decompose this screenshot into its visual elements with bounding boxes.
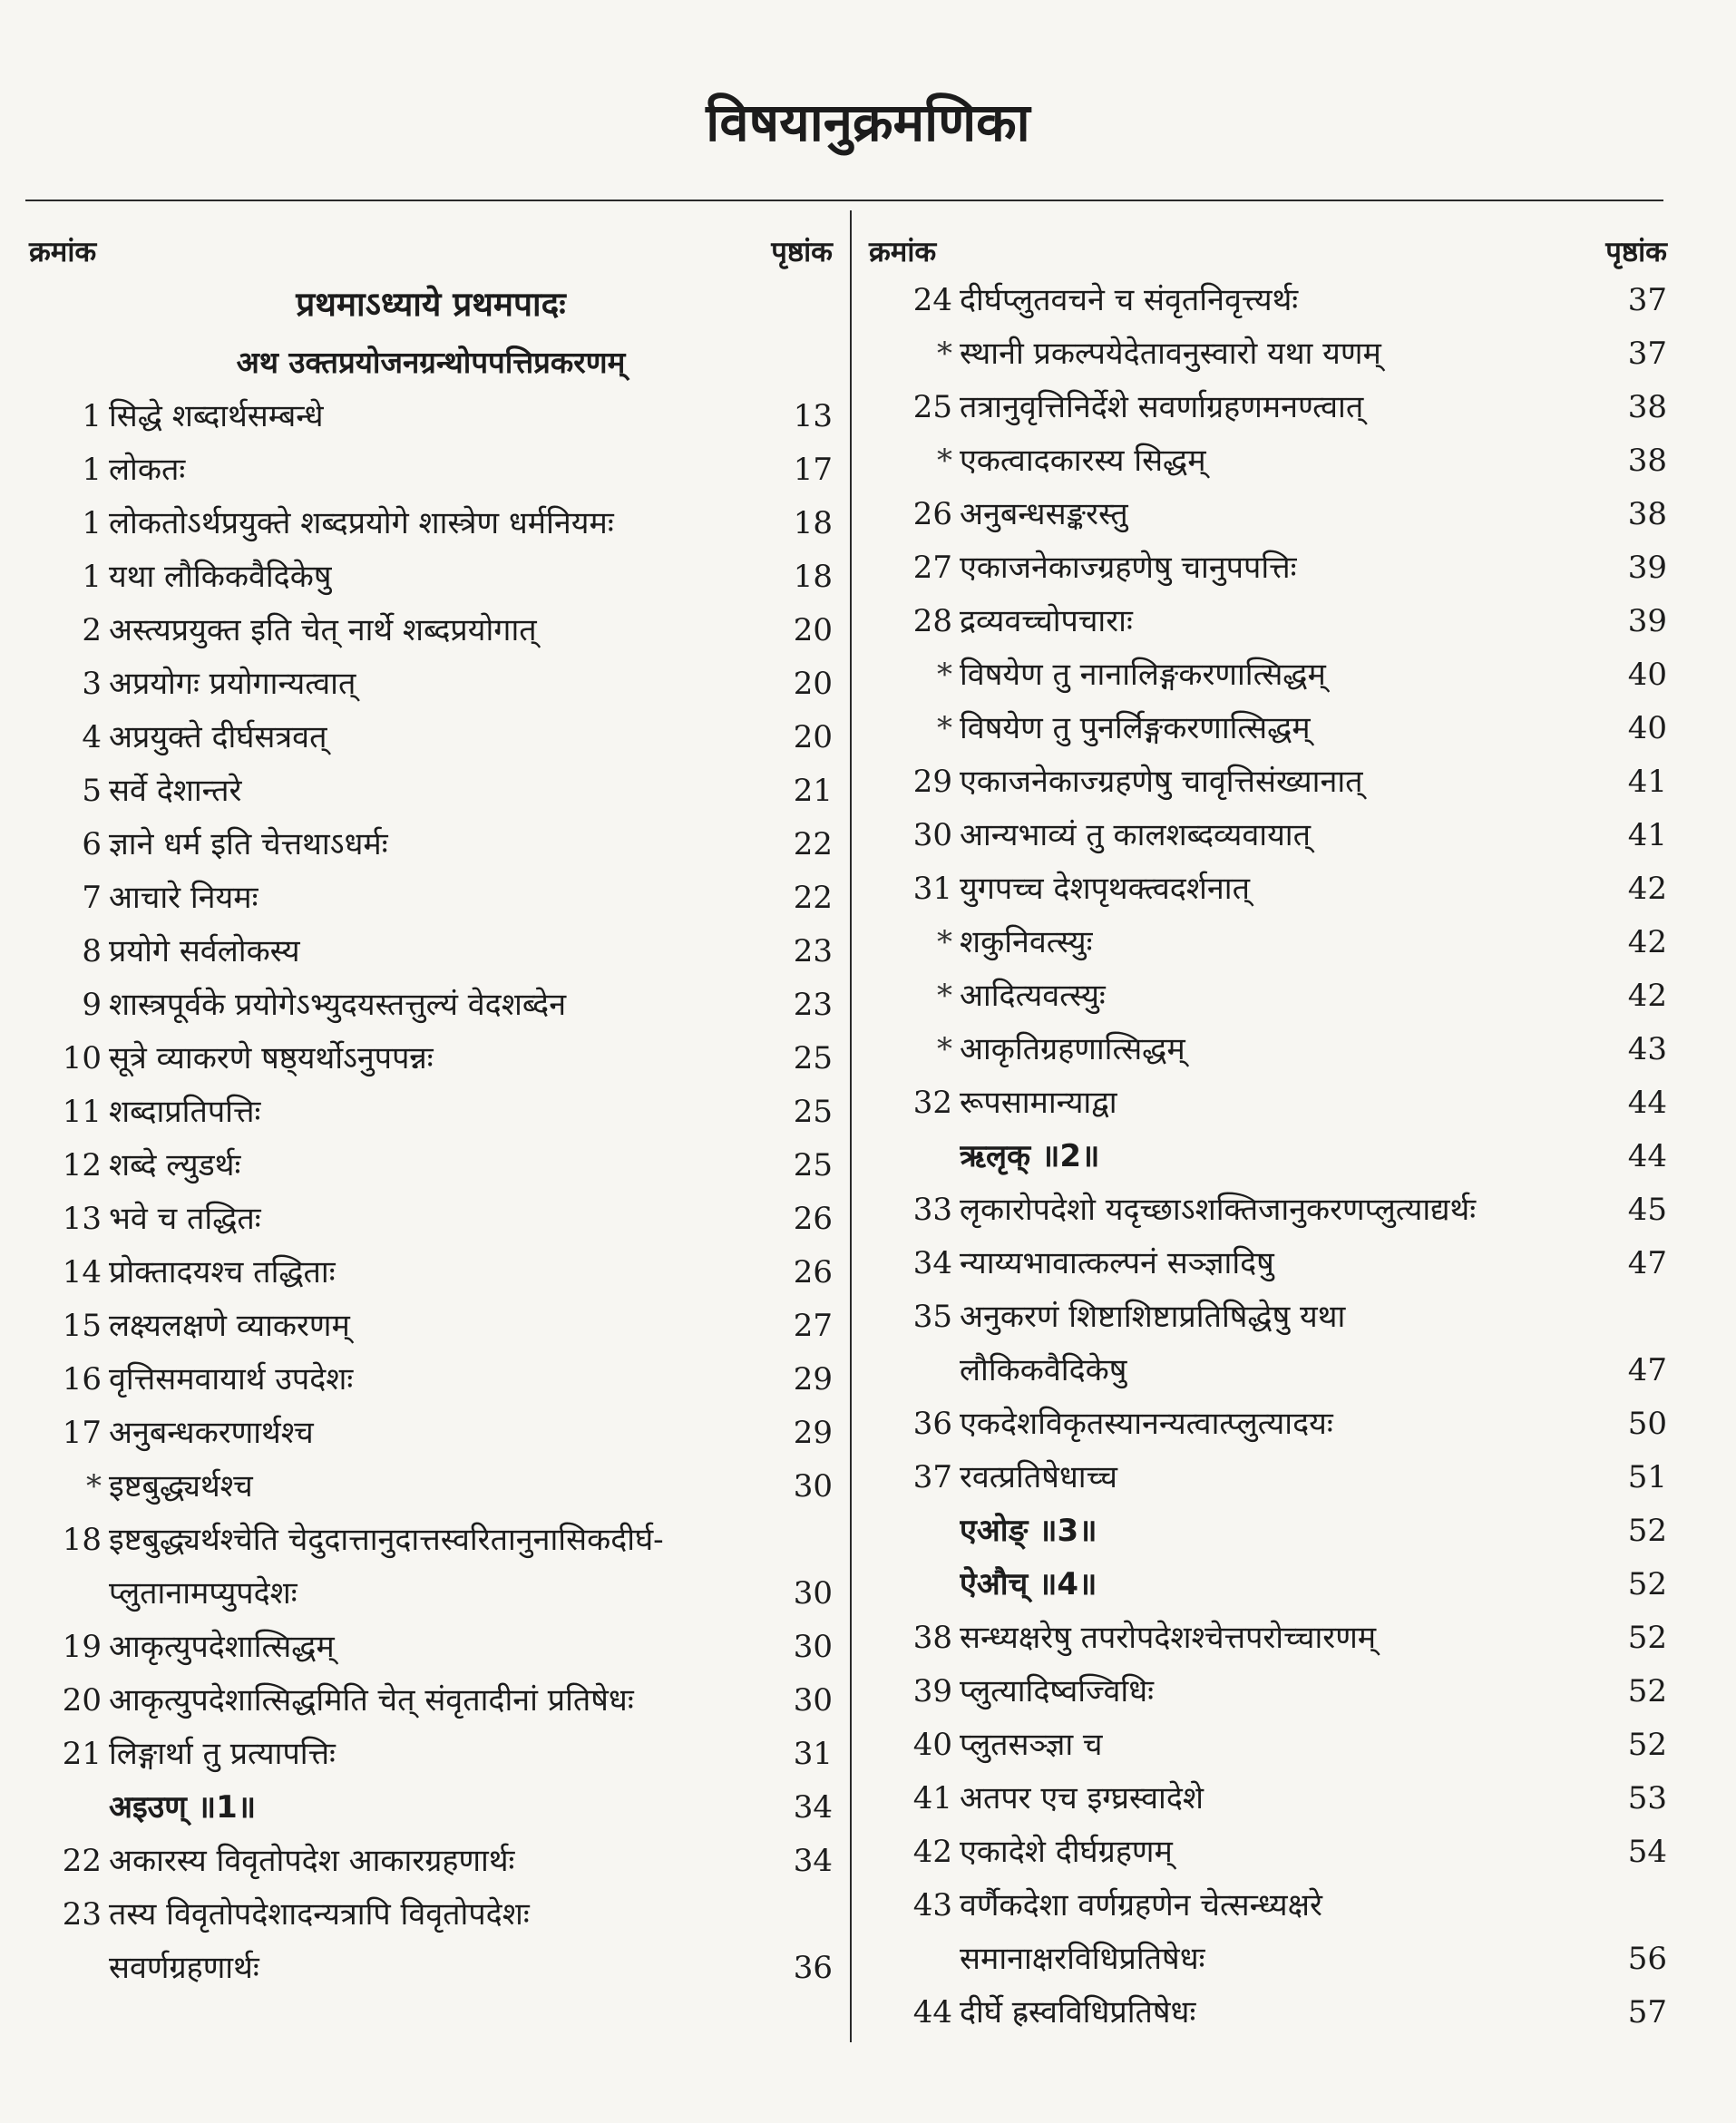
entry-page: 21 <box>793 773 833 809</box>
entry-page: 39 <box>1627 603 1667 639</box>
entry-text: इष्टबुद्ध्यर्थश्चेति चेदुदात्तानुदात्तस्वरितानुनासिकदीर्घ- <box>109 1522 664 1558</box>
entry-page: 47 <box>1627 1245 1667 1281</box>
toc-entry <box>869 1451 1667 1505</box>
entry-text: स्थानी प्रकल्पयेदेतावनुस्वारो यथा यणम् <box>960 336 1381 372</box>
entry-page: 40 <box>1627 657 1667 693</box>
entry-text: शकुनिवत्स्युः <box>960 924 1093 960</box>
entry-text: विषयेण तु पुनर्लिङ्गकरणात्सिद्धम् <box>960 710 1311 746</box>
entry-text: प्रयोगे सर्वलोकस्य <box>109 933 300 969</box>
toc-entry <box>869 1933 1667 1986</box>
entry-page: 23 <box>793 933 833 969</box>
entry-page: 51 <box>1627 1459 1667 1495</box>
entry-page: 26 <box>793 1254 833 1290</box>
toc-entry <box>869 809 1667 862</box>
entry-number: 29 <box>912 764 952 800</box>
entry-page: 40 <box>1627 710 1667 746</box>
entry-text: लोकतोऽर्थप्रयुक्ते शब्दप्रयोगे शास्त्रेण धर्मनियमः <box>109 505 614 541</box>
entry-text: शब्दे ल्युडर्थः <box>109 1147 241 1183</box>
entry-text: प्रोक्तादयश्च तद्धिताः <box>109 1254 336 1290</box>
entry-number: 1 <box>82 505 102 541</box>
toc-entry <box>29 497 833 550</box>
entry-page: 42 <box>1627 871 1667 907</box>
entry-number: * <box>937 978 952 1014</box>
entry-number: 19 <box>62 1629 102 1665</box>
entry-page: 20 <box>793 612 833 648</box>
entry-text: आन्यभाव्यं तु कालशब्दव्यवायात् <box>960 817 1311 853</box>
sutra-title: अइउण् ॥1॥ <box>109 1789 257 1826</box>
entry-page: 44 <box>1627 1138 1667 1174</box>
entry-text: वृत्तिसमवायार्थ उपदेशः <box>109 1361 354 1397</box>
toc-entry <box>869 1612 1667 1665</box>
entry-text: इष्टबुद्ध्यर्थश्च <box>109 1468 253 1505</box>
entry-number: 23 <box>62 1896 102 1933</box>
entry-text: लृकारोपदेशो यदृच्छाऽशक्तिजानुकरणप्लुत्याद्यर्थः <box>960 1192 1477 1228</box>
entry-text: यथा लौकिकवैदिकेषु <box>109 559 332 595</box>
entry-number: * <box>937 1031 952 1067</box>
toc-entry <box>29 872 833 925</box>
toc-entry <box>29 1942 833 1995</box>
toc-entry <box>869 1665 1667 1719</box>
toc-entry <box>869 381 1667 434</box>
entry-page: 52 <box>1627 1513 1667 1549</box>
column-divider <box>850 210 852 2042</box>
entry-text: लौकिकवैदिकेषु <box>960 1352 1127 1388</box>
toc-entry <box>29 443 833 497</box>
entry-page: 18 <box>793 559 833 595</box>
entry-text: अप्रयोगः प्रयोगान्यत्वात् <box>109 666 356 702</box>
entry-number: 41 <box>912 1780 952 1816</box>
entry-number: 3 <box>82 666 102 702</box>
entry-text: आचारे नियमः <box>109 880 258 916</box>
entry-number: 21 <box>62 1736 102 1772</box>
toc-entry <box>29 604 833 657</box>
toc-entry <box>29 1781 833 1835</box>
entry-text: रूपसामान्याद्वा <box>960 1085 1117 1121</box>
toc-entry <box>869 1130 1667 1183</box>
entry-text: तत्रानुवृत्तिनिर्देशे सवर्णाग्रहणमनण्त्वात् <box>960 389 1364 425</box>
entry-number: 1 <box>82 398 102 434</box>
entry-page: 52 <box>1627 1673 1667 1709</box>
toc-entry <box>869 1505 1667 1558</box>
entry-number: 26 <box>912 496 952 532</box>
entry-number: 31 <box>912 871 952 907</box>
entry-page: 13 <box>793 398 833 434</box>
entry-text: अनुबन्धकरणार्थश्च <box>109 1415 314 1451</box>
entry-number: 32 <box>912 1085 952 1121</box>
entry-page: 56 <box>1627 1941 1667 1977</box>
entry-page: 29 <box>793 1415 833 1451</box>
entry-number: 25 <box>912 389 952 425</box>
toc-entry <box>29 1460 833 1514</box>
entry-number: 33 <box>912 1192 952 1228</box>
entry-text: ज्ञाने धर्म इति चेत्तथाऽधर्मः <box>109 826 388 862</box>
toc-entry <box>29 1300 833 1353</box>
entry-page: 20 <box>793 719 833 755</box>
entry-page: 43 <box>1627 1031 1667 1067</box>
entry-number: 13 <box>62 1201 102 1237</box>
entry-text: समानाक्षरविधिप्रतिषेधः <box>960 1941 1205 1977</box>
toc-entry <box>869 1986 1667 2040</box>
entry-page: 52 <box>1627 1620 1667 1656</box>
entry-page: 20 <box>793 666 833 702</box>
toc-entry <box>29 1139 833 1193</box>
entry-text: एकाजनेकाज्ग्रहणेषु चावृत्तिसंख्यानात् <box>960 764 1363 800</box>
entry-number: 15 <box>62 1308 102 1344</box>
toc-entry <box>29 550 833 604</box>
entry-text: अनुबन्धसङ्करस्तु <box>960 496 1128 532</box>
entry-number: 11 <box>62 1094 102 1130</box>
entry-text: एकदेशविकृतस्यानन्यत्वात्प्लुत्यादयः <box>960 1406 1333 1442</box>
entry-number: 39 <box>912 1673 952 1709</box>
entry-number: 42 <box>912 1834 952 1870</box>
entry-page: 53 <box>1627 1780 1667 1816</box>
entry-text: द्रव्यवच्चोपचाराः <box>960 603 1133 639</box>
toc-entry <box>29 1674 833 1728</box>
entry-text: दीर्घप्लुतवचने च संवृतनिवृत्त्यर्थः <box>960 282 1299 318</box>
toc-entry <box>869 969 1667 1023</box>
entry-number: 17 <box>62 1415 102 1451</box>
entry-number: 36 <box>912 1406 952 1442</box>
entry-page: 30 <box>793 1575 833 1612</box>
entry-number: 27 <box>912 550 952 586</box>
entry-page: 27 <box>793 1308 833 1344</box>
toc-entry <box>869 1183 1667 1237</box>
entry-text: सर्वे देशान्तरे <box>109 773 242 809</box>
entry-number: 5 <box>82 773 102 809</box>
title-rule <box>25 200 1663 201</box>
entry-number: 12 <box>62 1147 102 1183</box>
entry-text: युगपच्च देशपृथक्त्वदर्शनात् <box>960 871 1250 907</box>
entry-number: 30 <box>912 817 952 853</box>
entry-text: प्लुतानामप्युपदेशः <box>109 1575 297 1612</box>
entry-number: 22 <box>62 1843 102 1879</box>
entry-text: आकृतिग्रहणात्सिद्धम् <box>960 1031 1185 1067</box>
right-column <box>869 229 1667 2040</box>
entry-text: भवे च तद्धितः <box>109 1201 261 1237</box>
toc-entry <box>29 1888 833 1942</box>
entry-text: लोकतः <box>109 452 186 488</box>
toc-entry <box>869 1023 1667 1076</box>
entry-number: 37 <box>912 1459 952 1495</box>
toc-entry <box>869 488 1667 541</box>
entry-number: 20 <box>62 1682 102 1719</box>
entry-number: 10 <box>62 1040 102 1076</box>
entry-number: 18 <box>62 1522 102 1558</box>
entry-page: 37 <box>1627 336 1667 372</box>
toc-entry <box>869 702 1667 755</box>
entry-number: 28 <box>912 603 952 639</box>
toc-entry <box>29 1567 833 1621</box>
section-heading: अथ उक्तप्रयोजनग्रन्थोपपत्तिप्रकरणम् <box>236 345 626 380</box>
sutra-title: ऐऔच् ॥4॥ <box>960 1566 1097 1602</box>
toc-entry <box>869 755 1667 809</box>
entry-page: 52 <box>1627 1566 1667 1602</box>
toc-entry <box>29 1032 833 1086</box>
entry-number: 35 <box>912 1299 952 1335</box>
entry-page: 30 <box>793 1468 833 1505</box>
entry-page: 38 <box>1627 496 1667 532</box>
entry-page: 25 <box>793 1040 833 1076</box>
entry-number: 8 <box>82 933 102 969</box>
entry-text: दीर्घे ह्रस्वविधिप्रतिषेधः <box>960 1994 1196 2030</box>
entry-page: 18 <box>793 505 833 541</box>
right-entry-list <box>869 274 1667 2040</box>
entry-page: 38 <box>1627 389 1667 425</box>
page-number-label: पृष्ठांक <box>771 236 833 268</box>
entry-page: 30 <box>793 1629 833 1665</box>
left-column <box>29 229 833 1995</box>
entry-number: 1 <box>82 452 102 488</box>
entry-page: 25 <box>793 1094 833 1130</box>
toc-entry <box>869 862 1667 916</box>
entry-number: * <box>937 657 952 693</box>
entry-number: 6 <box>82 826 102 862</box>
entry-text: सिद्धे शब्दार्थसम्बन्धे <box>109 398 324 434</box>
entry-text: शब्दाप्रतिपत्तिः <box>109 1094 261 1130</box>
entry-text: अनुकरणं शिष्टाशिष्टाप्रतिषिद्धेषु यथा <box>960 1299 1346 1335</box>
toc-entry <box>29 764 833 818</box>
entry-number: 1 <box>82 559 102 595</box>
entry-text: तस्य विवृतोपदेशादन्यत्रापि विवृतोपदेशः <box>109 1896 530 1933</box>
entry-text: रवत्प्रतिषेधाच्च <box>960 1459 1117 1495</box>
toc-entry <box>29 979 833 1032</box>
toc-entry <box>29 1835 833 1888</box>
entry-page: 22 <box>793 826 833 862</box>
entry-text: विषयेण तु नानालिङ्गकरणात्सिद्धम् <box>960 657 1326 693</box>
entry-text: अस्त्यप्रयुक्त इति चेत् नार्थे शब्दप्रयोगात् <box>109 612 537 648</box>
entry-text: अतपर एच इग्घ्रस्वादेशे <box>960 1780 1204 1816</box>
toc-entry <box>29 1246 833 1300</box>
toc-entry <box>869 434 1667 488</box>
entry-number: 34 <box>912 1245 952 1281</box>
entry-text: अप्रयुक्ते दीर्घसत्रवत् <box>109 719 327 755</box>
entry-text: प्लुतसञ्ज्ञा च <box>960 1727 1103 1763</box>
entry-page: 57 <box>1627 1994 1667 2030</box>
entry-page: 39 <box>1627 550 1667 586</box>
toc-entry <box>869 274 1667 327</box>
entry-page: 17 <box>793 452 833 488</box>
entry-page: 26 <box>793 1201 833 1237</box>
serial-number-label: क्रमांक <box>869 236 937 268</box>
entry-page: 29 <box>793 1361 833 1397</box>
toc-entry <box>869 327 1667 381</box>
entry-text: एकत्वादकारस्य सिद्धम् <box>960 443 1206 479</box>
sutra-title: एओङ् ॥3॥ <box>960 1513 1097 1549</box>
toc-entry <box>869 1879 1667 1933</box>
entry-page: 52 <box>1627 1727 1667 1763</box>
entry-number: * <box>937 443 952 479</box>
chapter-heading: प्रथमाऽध्याये प्रथमपादः <box>296 285 566 324</box>
entry-number: 2 <box>82 612 102 648</box>
toc-entry <box>869 1237 1667 1290</box>
entry-text: लक्ष्यलक्षणे व्याकरणम् <box>109 1308 350 1344</box>
toc-entry <box>869 1076 1667 1130</box>
entry-text: एकाजनेकाज्ग्रहणेषु चानुपपत्तिः <box>960 550 1297 586</box>
entry-text: शास्त्रपूर्वके प्रयोगेऽभ्युदयस्तत्तुल्यं वेदशब्देन <box>109 987 567 1023</box>
toc-entry <box>29 390 833 443</box>
entry-text: आकृत्युपदेशात्सिद्धमिति चेत् संवृतादीनां प्रतिषेधः <box>109 1682 634 1719</box>
entry-page: 30 <box>793 1682 833 1719</box>
serial-number-label: क्रमांक <box>29 236 97 268</box>
entry-text: आदित्यवत्स्युः <box>960 978 1106 1014</box>
toc-entry <box>869 1558 1667 1612</box>
toc-entry <box>869 1344 1667 1397</box>
entry-page: 34 <box>793 1789 833 1826</box>
entry-page: 36 <box>793 1950 833 1986</box>
entry-page: 41 <box>1627 817 1667 853</box>
entry-number: 16 <box>62 1361 102 1397</box>
entry-text: प्लुत्यादिष्वज्विधिः <box>960 1673 1154 1709</box>
toc-entry <box>29 1353 833 1407</box>
toc-entry <box>869 541 1667 595</box>
entry-text: वर्णैकदेशा वर्णग्रहणेन चेत्सन्ध्यक्षरे <box>960 1887 1322 1923</box>
toc-entry <box>29 1514 833 1567</box>
entry-text: लिङ्गार्था तु प्रत्यापत्तिः <box>109 1736 336 1772</box>
entry-page: 47 <box>1627 1352 1667 1388</box>
entry-page: 45 <box>1627 1192 1667 1228</box>
entry-text: अकारस्य विवृतोपदेश आकारग्रहणार्थः <box>109 1843 515 1879</box>
entry-page: 54 <box>1627 1834 1667 1870</box>
entry-number: 24 <box>912 282 952 318</box>
entry-number: * <box>86 1468 102 1505</box>
toc-entry <box>869 916 1667 969</box>
entry-page: 38 <box>1627 443 1667 479</box>
entry-text: न्याय्यभावात्कल्पनं सञ्ज्ञादिषु <box>960 1245 1274 1281</box>
toc-entry <box>869 1772 1667 1826</box>
entry-text: सन्ध्यक्षरेषु तपरोपदेशश्चेत्तपरोच्चारणम् <box>960 1620 1377 1656</box>
entry-text: एकादेशे दीर्घग्रहणम् <box>960 1834 1173 1870</box>
toc-entry <box>29 925 833 979</box>
entry-number: 9 <box>82 987 102 1023</box>
toc-entry <box>869 648 1667 702</box>
toc-entry <box>29 711 833 764</box>
entry-number: 43 <box>912 1887 952 1923</box>
right-column-header <box>869 229 1667 274</box>
toc-entry <box>29 657 833 711</box>
sutra-title: ऋलृक् ॥2॥ <box>960 1138 1100 1174</box>
entry-page: 22 <box>793 880 833 916</box>
entry-page: 44 <box>1627 1085 1667 1121</box>
entry-page: 31 <box>793 1736 833 1772</box>
entry-number: * <box>937 924 952 960</box>
entry-number: 44 <box>912 1994 952 2030</box>
entry-page: 37 <box>1627 282 1667 318</box>
entry-text: आकृत्युपदेशात्सिद्धम् <box>109 1629 335 1665</box>
entry-number: * <box>937 710 952 746</box>
entry-page: 42 <box>1627 978 1667 1014</box>
toc-entry <box>869 1826 1667 1879</box>
page-number-label: पृष्ठांक <box>1605 236 1667 268</box>
toc-entry <box>29 1193 833 1246</box>
left-column-header <box>29 229 833 274</box>
entry-page: 50 <box>1627 1406 1667 1442</box>
entry-page: 25 <box>793 1147 833 1183</box>
toc-entry <box>29 1621 833 1674</box>
entry-number: 4 <box>82 719 102 755</box>
entry-page: 34 <box>793 1843 833 1879</box>
toc-entry <box>869 1719 1667 1772</box>
page-title: विषयानुक्रमणिका <box>706 92 1030 153</box>
entry-page: 41 <box>1627 764 1667 800</box>
toc-entry <box>869 1290 1667 1344</box>
entry-number: * <box>937 336 952 372</box>
entry-number: 40 <box>912 1727 952 1763</box>
left-entry-list <box>29 390 833 1995</box>
entry-page: 23 <box>793 987 833 1023</box>
entry-number: 38 <box>912 1620 952 1656</box>
toc-entry <box>869 1397 1667 1451</box>
toc-entry <box>29 1086 833 1139</box>
toc-entry <box>29 818 833 872</box>
entry-text: सूत्रे व्याकरणे षष्ठ्यर्थोऽनुपपन्नः <box>109 1040 434 1076</box>
entry-number: 14 <box>62 1254 102 1290</box>
entry-text: सवर्णग्रहणार्थः <box>109 1950 259 1986</box>
entry-page: 42 <box>1627 924 1667 960</box>
entry-number: 7 <box>82 880 102 916</box>
toc-entry <box>869 595 1667 648</box>
toc-entry <box>29 1728 833 1781</box>
toc-entry <box>29 1407 833 1460</box>
